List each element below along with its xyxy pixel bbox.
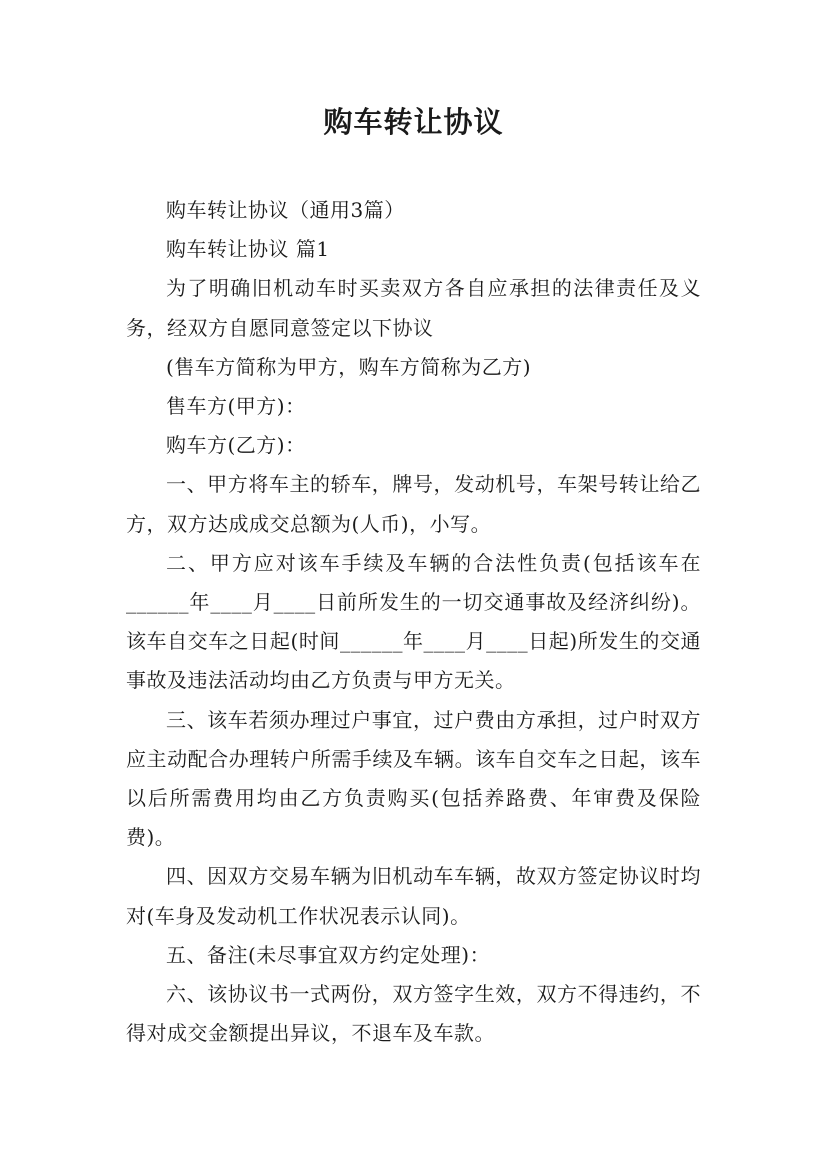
paragraph: 售车方(甲方)： xyxy=(166,394,306,419)
paragraph: 四、因双方交易车辆为旧机动车车辆，故双方签定协议时均对(车身及发动机工作状况表示认同)。 xyxy=(126,864,701,928)
paragraph: 购车转让协议（通用3篇） xyxy=(166,198,405,222)
document-title: 购车转让协议 xyxy=(323,105,504,139)
paragraph: 一、甲方将车主的轿车，牌号，发动机号，车架号转让给乙方，双方达成成交总额为(人币)，小写。 xyxy=(126,472,701,536)
paragraph: 二、甲方应对该车手续及车辆的合法性负责(包括该车在______年____月____日前所发生的一切交通事故及经济纠纷)。该车自交车之日起(时间______年____月____日起)所发生的交通事故及违法活动均由乙方负责与甲方无关。 xyxy=(126,550,701,693)
document-body xyxy=(126,191,701,1053)
paragraph: 三、该车若须办理过户事宜，过户费由方承担，过户时双方应主动配合办理转户所需手续及车辆。该车自交车之日起，该车以后所需费用均由乙方负责购买(包括养路费、年审费及保险费)。 xyxy=(126,707,701,850)
paragraph: 六、该协议书一式两份，双方签字生效，双方不得违约，不得对成交金额提出异议，不退车及车款。 xyxy=(126,982,701,1046)
paragraph: (售车方简称为甲方，购车方简称为乙方) xyxy=(166,354,532,379)
paragraph: 五、备注(未尽事宜双方约定处理)： xyxy=(166,942,491,967)
paragraph: 购车转让协议 篇1 xyxy=(166,237,330,262)
paragraph: 购车方(乙方)： xyxy=(166,433,306,458)
paragraph: 为了明确旧机动车时买卖双方各自应承担的法律责任及义务，经双方自愿同意签定以下协议 xyxy=(126,276,701,340)
